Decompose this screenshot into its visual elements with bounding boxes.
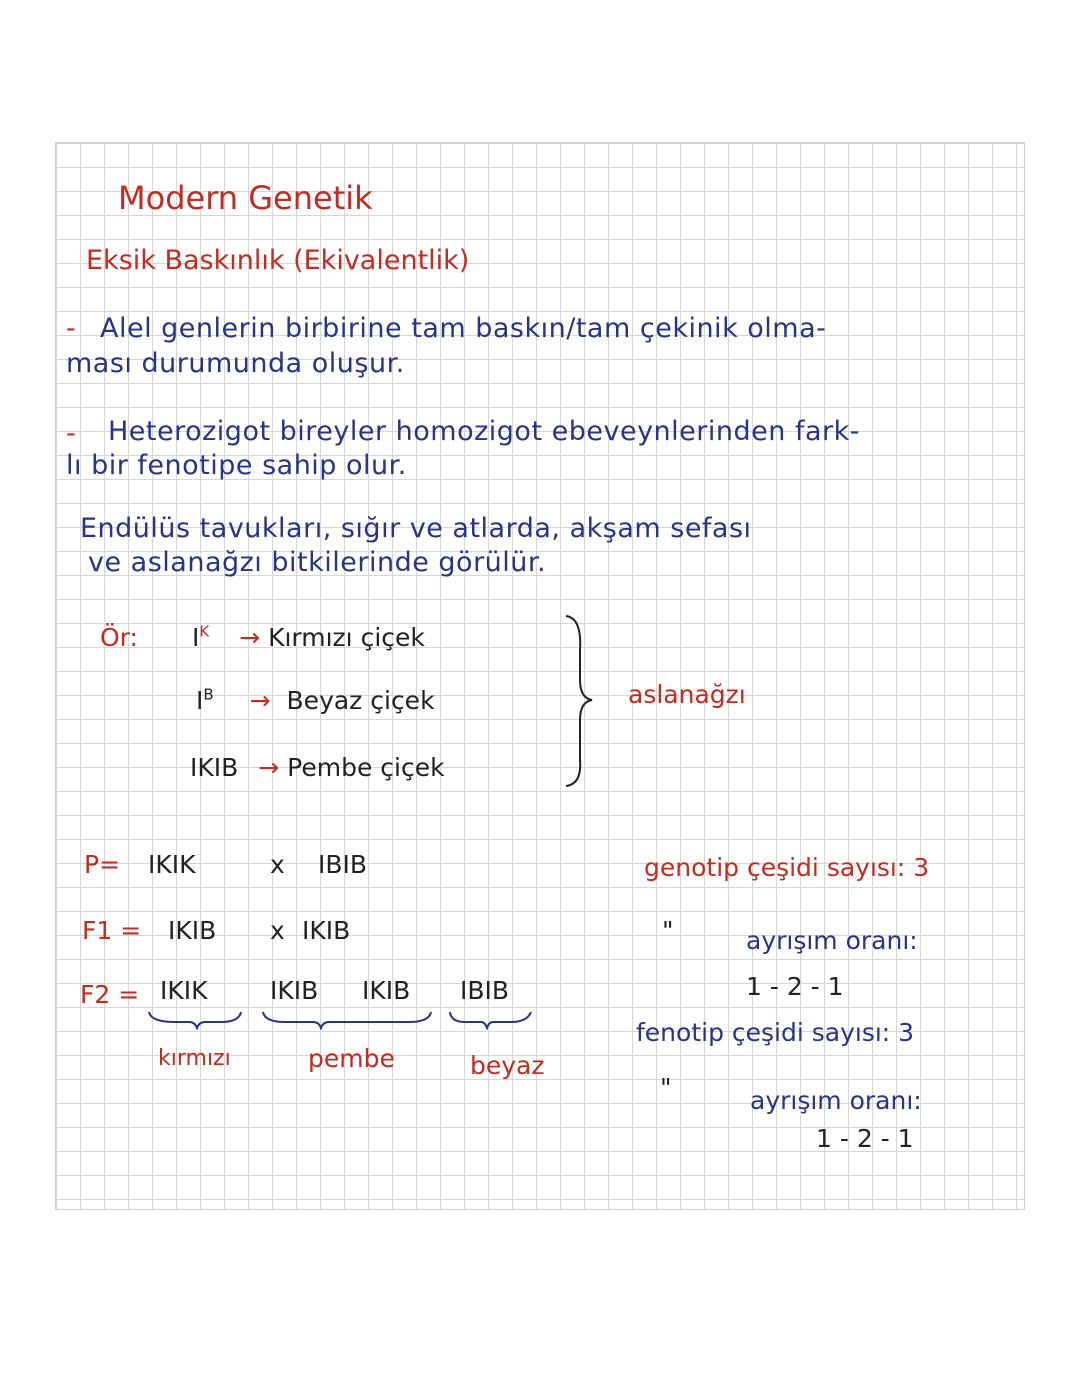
f2-label: F2 = [80,980,140,1009]
bullet-2-line-1: Heterozigot bireyler homozigot ebeveynlerinden fark- [108,416,860,447]
underbraces [145,1008,545,1030]
allele-symbol: IKIB [190,753,239,782]
bullet-dash-1: - [66,313,77,344]
f1-right-genotype: IKIB [302,916,351,945]
p-right-genotype: IBIB [318,850,368,879]
allele-row-3 [190,755,445,780]
f1-label: F1 = [82,916,142,945]
plant-name: aslanağzı [628,680,746,709]
phenotype-label-pink: pembe [308,1044,395,1073]
examples-line-1: Endülüs tavukları, sığır ve atlarda, akşam sefası [80,513,752,544]
phenotype-text: Pembe çiçek [287,753,445,782]
arrow-icon: → [249,686,271,715]
phenotype-label-red: kırmızı [158,1046,231,1071]
bullet-dash-2: - [66,418,77,449]
allele-superscript: B [203,685,214,704]
allele-superscript: K [199,622,210,641]
f2-genotype: IKIK [160,976,208,1005]
bullet-2-line-2: lı bir fenotipe sahip olur. [66,450,407,481]
allele-row-1 [192,622,425,652]
page-title: Modern Genetik [118,179,373,217]
f1-left-genotype: IKIB [168,916,217,945]
allele-symbol: I [196,686,204,715]
phenotype-ratio-label: ayrışım oranı: [750,1086,922,1115]
phenotype-label-white: beyaz [470,1051,545,1080]
genotype-ratio-label: ayrışım oranı: [746,926,918,955]
ditto-mark-2: " [660,1073,672,1102]
genotype-ratio: 1 - 2 - 1 [746,972,844,1001]
bullet-1-line-2: ması durumunda oluşur. [66,348,405,379]
p-cross-sign: x [270,850,285,879]
section-subtitle: Eksik Baskınlık (Ekivalentlik) [86,245,470,276]
f2-genotype: IKIB [270,976,319,1005]
phenotype-ratio: 1 - 2 - 1 [816,1124,914,1153]
allele-row-2 [196,685,435,715]
arrow-icon: → [239,623,261,652]
f2-genotype: IBIB [460,976,510,1005]
genotype-count: genotip çeşidi sayısı: 3 [644,853,930,882]
f2-genotype: IKIB [362,976,411,1005]
allele-symbol: I [192,623,200,652]
f1-cross-sign: x [270,916,285,945]
example-label: Ör: [100,623,138,652]
phenotype-text: Kırmızı çiçek [268,623,425,652]
arrow-icon: → [258,753,280,782]
p-label: P= [84,850,121,879]
examples-line-2: ve aslanağzı bitkilerinde görülür. [88,547,547,578]
right-brace-icon [560,610,596,790]
phenotype-count: fenotip çeşidi sayısı: 3 [636,1018,915,1047]
p-left-genotype: IKIK [148,850,196,879]
phenotype-text: Beyaz çiçek [286,686,435,715]
ditto-mark-1: " [662,916,674,945]
bullet-1-line-1: Alel genlerin birbirine tam baskın/tam çekinik olma- [100,313,827,344]
